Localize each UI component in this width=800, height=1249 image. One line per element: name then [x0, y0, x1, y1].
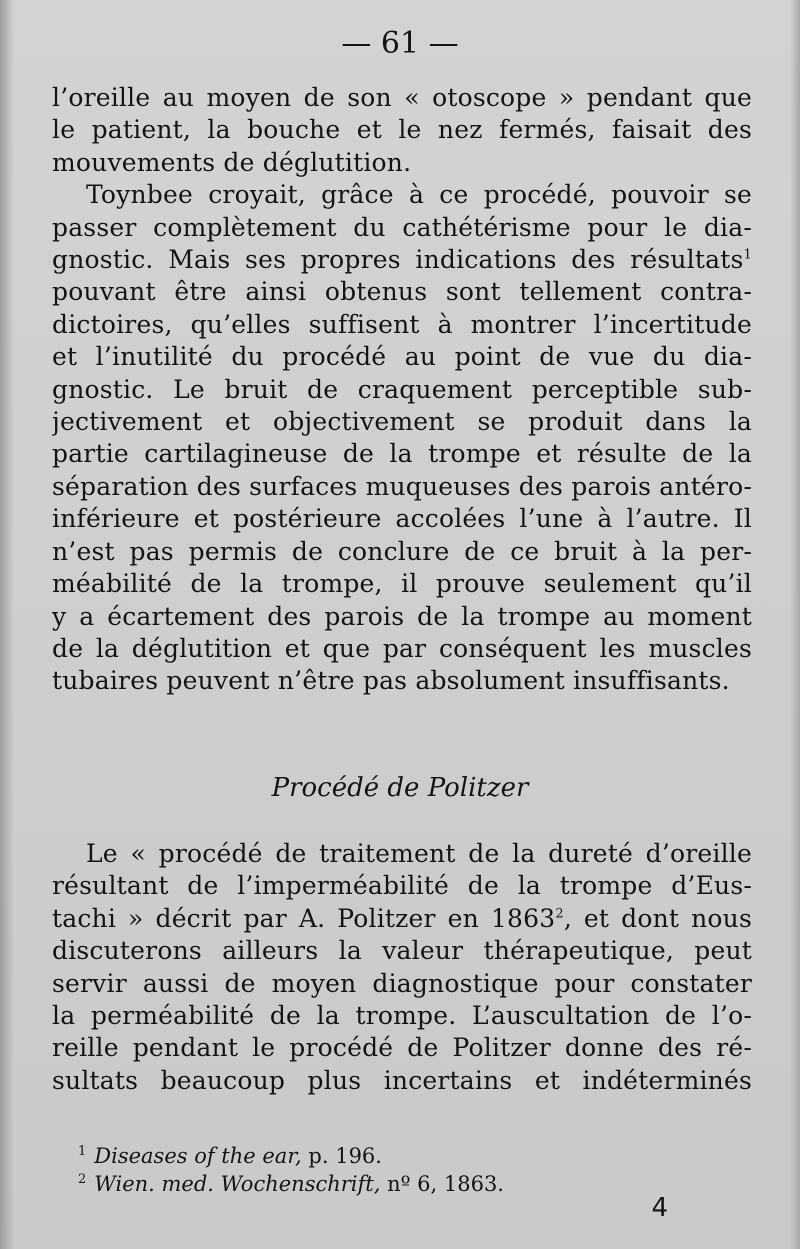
text-line: gnostic. Le bruit de craquement perceptible sub-	[52, 374, 752, 404]
text-line	[52, 244, 752, 276]
text-line: passer complètement du cathétérisme pour le dia-	[52, 212, 752, 242]
text-line: pouvant être ainsi obtenus sont tellement contra-	[52, 277, 752, 307]
text-line: jectivement et objectivement se produit dans la	[52, 407, 752, 437]
text-line	[52, 903, 752, 935]
footnote-title: Wien. med. Wochenschrift,	[94, 1172, 381, 1196]
text-line: inférieure et postérieure accolées l’une à l’autre. Il	[52, 504, 752, 534]
text-line: la perméabilité de la trompe. L’auscultation de l’o-	[52, 1001, 752, 1031]
footnote-detail: p. 196.	[301, 1144, 382, 1168]
text-line: reille pendant le procédé de Politzer donne des ré-	[52, 1033, 752, 1063]
right-edge-shadow	[790, 0, 800, 1249]
text-line: sultats beaucoup plus incertains et indéterminés	[52, 1065, 752, 1095]
text-line: et l’inutilité du procédé au point de vue du dia-	[52, 342, 752, 372]
footnote-number: 2	[78, 1172, 87, 1187]
paragraph-1	[52, 82, 752, 698]
footnote-title: Diseases of the ear,	[94, 1144, 302, 1168]
section-title: Procédé de Politzer	[271, 773, 529, 803]
text-line: l’oreille au moyen de son « otoscope » pendant que	[52, 83, 752, 112]
text-line: de la déglutition et que par conséquent les muscles	[52, 633, 752, 663]
footnote-detail: nº 6, 1863.	[380, 1172, 504, 1196]
text-line: le patient, la bouche et le nez fermés, faisait des	[52, 115, 752, 145]
footnote-number: 1	[78, 1144, 87, 1159]
text-line: mouvements de déglutition.	[52, 147, 412, 177]
text-line: servir aussi de moyen diagnostique pour constater	[52, 968, 752, 998]
footnote-1	[78, 1142, 758, 1170]
text-line: n’est pas permis de conclure de ce bruit à la per-	[52, 536, 752, 566]
paragraph-2	[52, 838, 752, 1097]
signature-mark: 4	[651, 1193, 668, 1223]
text-line: dictoires, qu’elles suffisent à montrer l’incertitude	[52, 309, 752, 339]
text-line-content: gnostic. Mais ses propres indications des résultats	[52, 245, 744, 275]
text-line: partie cartilagineuse de la trompe et résulte de la	[52, 439, 752, 469]
text-line: Le « procédé de traitement de la dureté d’oreille	[86, 839, 752, 868]
text-line-content: tachi » décrit par A. Politzer en 1863	[52, 903, 556, 933]
text-line: méabilité de la trompe, il prouve seulement qu’il	[52, 569, 752, 599]
text-line: Toynbee croyait, grâce à ce procédé, pouvoir se	[86, 180, 752, 210]
text-line: discuterons ailleurs la valeur thérapeutique, peut	[52, 936, 752, 966]
footnotes	[78, 1142, 758, 1198]
footnote-ref-2: 2	[555, 906, 564, 922]
footnote-ref-1: 1	[743, 247, 752, 263]
text-line: séparation des surfaces muqueuses des parois antéro-	[52, 471, 752, 501]
text-line-content: , et dont nous	[563, 903, 752, 933]
text-line: y a écartement des parois de la trompe au moment	[52, 601, 752, 631]
text-line: tubaires peuvent n’être pas absolument insuffisants.	[52, 666, 730, 696]
left-edge-shadow	[0, 0, 14, 1249]
page-number-header: — 61 —	[341, 26, 459, 61]
text-line: résultant de l’imperméabilité de la trompe d’Eus-	[52, 871, 752, 901]
